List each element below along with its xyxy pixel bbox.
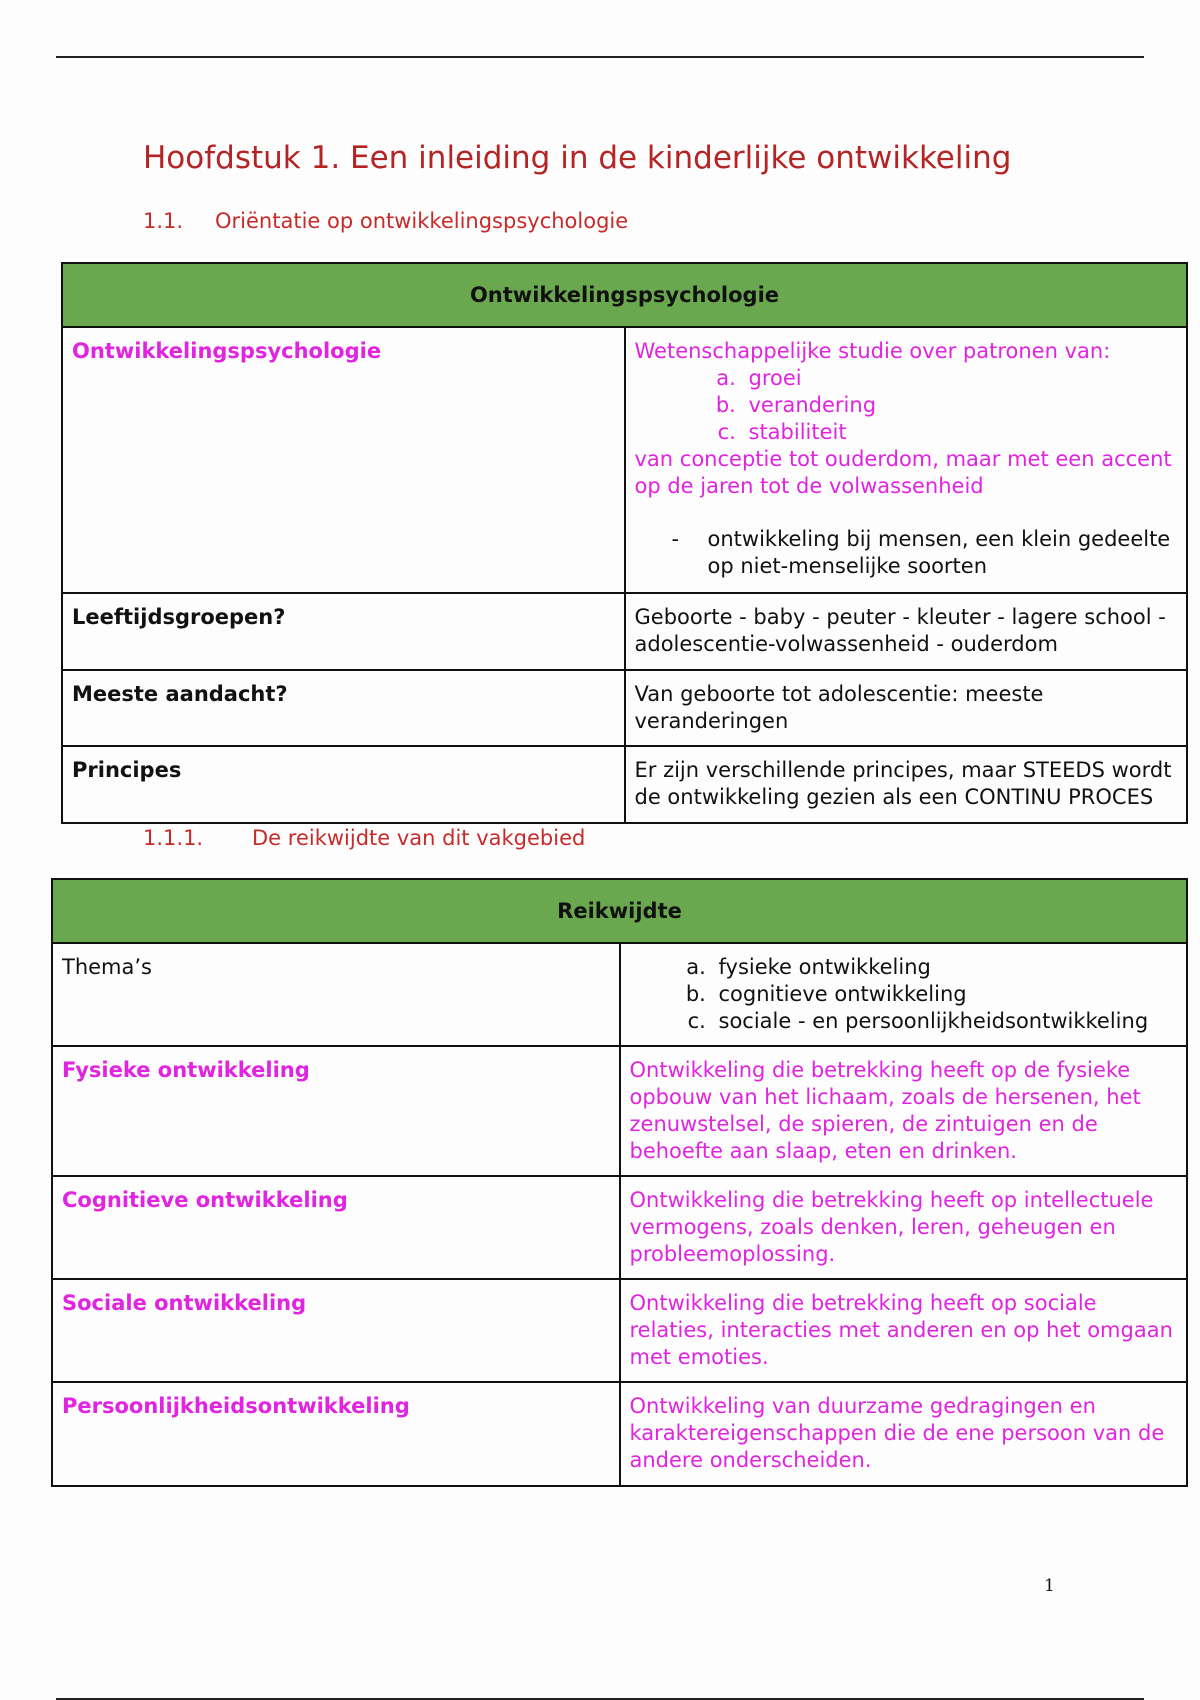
section-number: 1.1. [143, 209, 184, 233]
table-row [52, 1382, 1187, 1486]
table-row [52, 1279, 1187, 1382]
row-key: Cognitieve ontwikkeling [62, 1188, 348, 1212]
section-number: 1.1.1. [143, 826, 204, 850]
row-value [621, 944, 1187, 1045]
row-key: Fysieke ontwikkeling [62, 1058, 310, 1082]
table-row [52, 1046, 1187, 1176]
page-number: 1 [1044, 1576, 1055, 1596]
row-key: Persoonlijkheidsontwikkeling [62, 1394, 410, 1418]
row-value: Ontwikkeling die betrekking heeft op sociale relaties, interacties met anderen en op het omgaan met emoties. [629, 1291, 1173, 1369]
table-row [62, 670, 1187, 746]
table-header: Ontwikkelingspsychologie [62, 263, 1187, 327]
table-header: Reikwijdte [52, 879, 1187, 943]
table-row [62, 593, 1187, 670]
list-item: - ontwikkeling bij mensen, een klein gedeelte op niet-menselijke soorten [708, 526, 1178, 580]
pattern-list [635, 365, 1178, 446]
row-value: Er zijn verschillende principes, maar STEEDS wordt de ontwikkeling gezien als een CONTINU PROCES [634, 758, 1172, 809]
list-item: b. cognitieve ontwikkeling [713, 981, 1178, 1008]
list-item: a. groei [743, 365, 1178, 392]
row-value [626, 328, 1187, 590]
ontwikkelingspsychologie-table [61, 262, 1188, 824]
table-row [52, 1176, 1187, 1279]
row-key: Ontwikkelingspsychologie [72, 339, 382, 363]
row-value-cell [625, 327, 1188, 593]
row-value: Geboorte - baby - peuter - kleuter - lagere school - adolescentie-volwassenheid - ouderdom [634, 605, 1166, 656]
dash-list [635, 526, 1178, 580]
row-value: Ontwikkeling van duurzame gedragingen en karaktereigenschappen die de ene persoon van de andere onderscheiden. [629, 1394, 1165, 1472]
header-rule [56, 56, 1144, 58]
row-key: Leeftijdsgroepen? [72, 605, 286, 629]
row-value: Van geboorte tot adolescentie: meeste veranderingen [634, 682, 1044, 733]
row-value: Ontwikkeling die betrekking heeft op intellectuele vermogens, zoals denken, leren, geheugen en probleemoplossing. [629, 1188, 1154, 1266]
row-key: Meeste aandacht? [72, 682, 288, 706]
definition-outro: van conceptie tot ouderdom, maar met een accent op de jaren tot de volwassenheid [634, 447, 1172, 498]
row-value: Ontwikkeling die betrekking heeft op de fysieke opbouw van het lichaam, zoals de hersenen, het zenuwstelsel, de spieren, de zintuigen en de behoefte aan slaap, eten en drinken. [629, 1058, 1141, 1163]
section-heading-1-1-1 [143, 826, 585, 850]
table-row [62, 327, 1187, 593]
section-heading-1-1 [143, 209, 628, 233]
table-row [62, 746, 1187, 823]
section-title: Oriëntatie op ontwikkelingspsychologie [215, 209, 629, 233]
chapter-heading: Hoofdstuk 1. Een inleiding in de kinderlijke ontwikkeling [143, 140, 1012, 176]
section-title: De reikwijdte van dit vakgebied [252, 826, 586, 850]
definition-intro: Wetenschappelijke studie over patronen van: [634, 339, 1111, 363]
list-item: c. stabiliteit [743, 419, 1178, 446]
list-item: c. sociale - en persoonlijkheidsontwikkeling [713, 1008, 1178, 1035]
row-key: Sociale ontwikkeling [62, 1291, 307, 1315]
row-key: Thema’s [62, 955, 152, 979]
themes-list [630, 954, 1178, 1035]
table-row [52, 943, 1187, 1046]
row-key-cell [62, 327, 625, 593]
row-key: Principes [72, 758, 182, 782]
reikwijdte-table [51, 878, 1188, 1487]
list-item: a. fysieke ontwikkeling [713, 954, 1178, 981]
list-item: b. verandering [743, 392, 1178, 419]
